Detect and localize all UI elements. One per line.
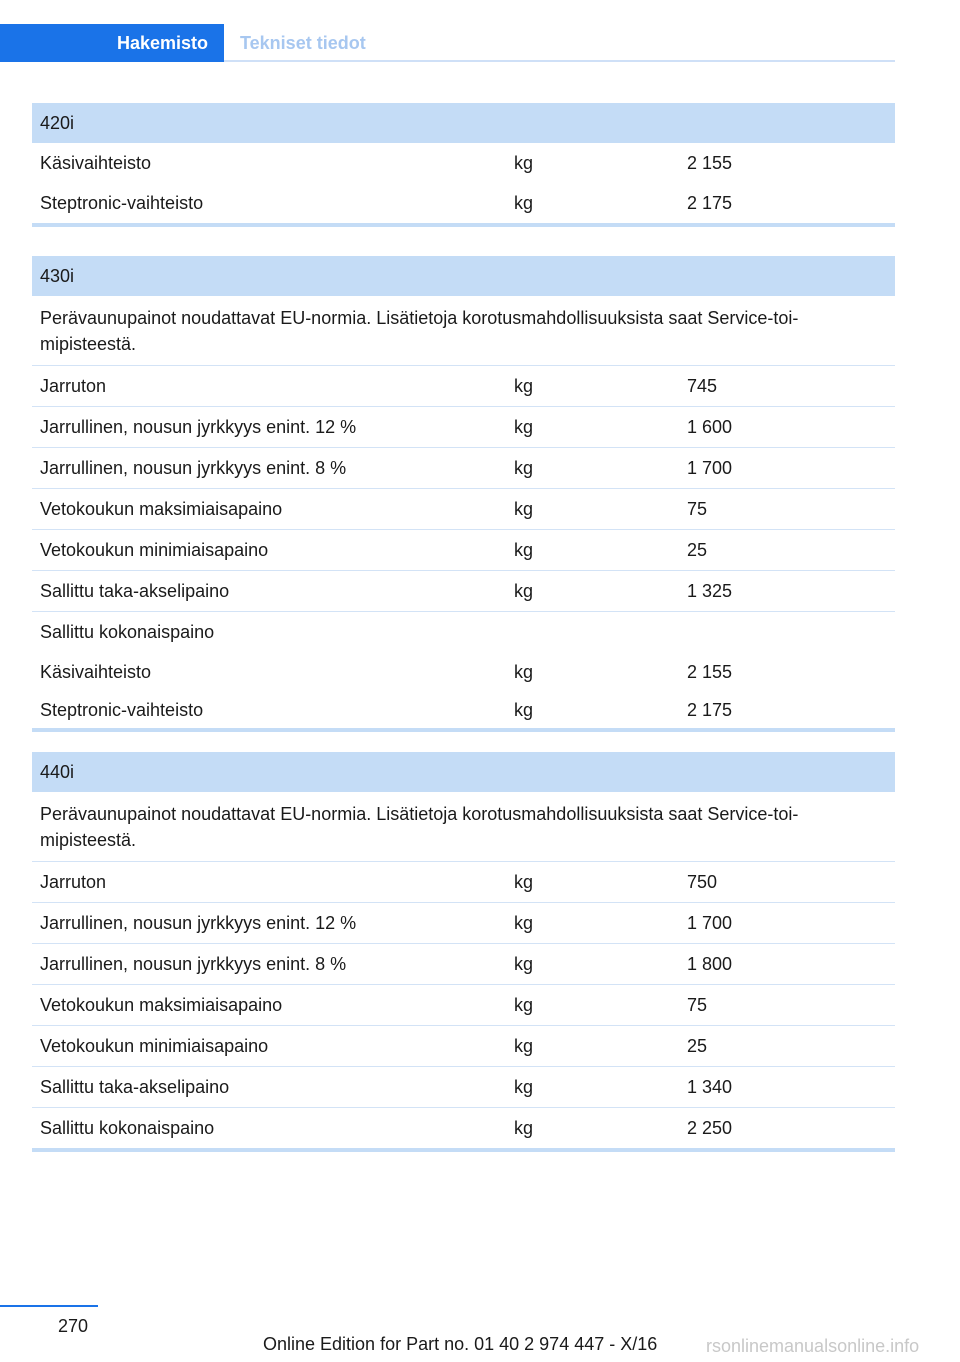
table-row (32, 612, 895, 652)
row-label: Steptronic-vaihteisto (40, 700, 204, 720)
row-unit: kg (514, 662, 534, 682)
row-value: 2 155 (687, 153, 733, 173)
row-unit: kg (514, 1036, 534, 1056)
row-unit: kg (514, 193, 534, 213)
row-unit: kg (514, 458, 534, 478)
row-unit: kg (514, 700, 534, 720)
row-label: Käsivaihteisto (40, 662, 152, 682)
row-value: 1 340 (687, 1077, 733, 1097)
row-value: 1 600 (687, 417, 733, 437)
table-430i (32, 256, 895, 732)
table-title: 440i (32, 752, 895, 792)
row-unit: kg (514, 872, 534, 892)
row-value: 25 (687, 540, 708, 560)
table-title: 420i (32, 103, 895, 143)
row-label: Sallittu taka-akselipaino (40, 581, 230, 601)
table-end-rule (32, 1148, 895, 1152)
row-value: 75 (687, 499, 708, 519)
table-row (32, 143, 895, 183)
row-value: 2 250 (687, 1118, 733, 1138)
table-row (32, 652, 895, 690)
row-label: Käsivaihteisto (40, 153, 152, 173)
row-unit: kg (514, 417, 534, 437)
table-row (32, 366, 895, 407)
note-line: Perävaunupainot noudattavat EU-normia. Lisätietoja korotusmahdollisuuksista saat Service-toi- (40, 308, 799, 328)
row-value: 1 700 (687, 913, 733, 933)
table-row (32, 1108, 895, 1148)
table-row (32, 985, 895, 1026)
row-label: Vetokoukun maksimiaisapaino (40, 995, 283, 1015)
row-unit: kg (514, 581, 534, 601)
row-unit: kg (514, 540, 534, 560)
table-row (32, 448, 895, 489)
edition-text: Online Edition for Part no. 01 40 2 974 447 - X/16 (263, 1334, 658, 1354)
note-line: mipisteestä. (40, 334, 137, 354)
table-note (32, 296, 895, 366)
table-title: 430i (32, 256, 895, 296)
row-value: 25 (687, 1036, 708, 1056)
row-value: 2 155 (687, 662, 733, 682)
row-unit: kg (514, 499, 534, 519)
table-420i (32, 103, 895, 227)
table-row (32, 407, 895, 448)
watermark: rsonlinemanualsonline.info (706, 1336, 920, 1356)
table-row (32, 944, 895, 985)
page-header (0, 24, 895, 62)
table-note (32, 792, 895, 862)
tab-tekniset-tiedot[interactable]: Tekniset tiedot (240, 33, 366, 53)
row-label: Jarrullinen, nousun jyrkkyys enint. 12 % (40, 417, 357, 437)
row-value: 1 325 (687, 581, 733, 601)
table-row (32, 489, 895, 530)
row-value: 750 (687, 872, 718, 892)
table-row (32, 862, 895, 903)
row-label: Steptronic-vaihteisto (40, 193, 204, 213)
table-row (32, 183, 895, 223)
row-unit: kg (514, 913, 534, 933)
note-line: mipisteestä. (40, 830, 137, 850)
row-unit: kg (514, 954, 534, 974)
row-label: Jarrullinen, nousun jyrkkyys enint. 8 % (40, 458, 347, 478)
row-label: Jarrullinen, nousun jyrkkyys enint. 12 % (40, 913, 357, 933)
table-440i (32, 752, 895, 1152)
row-unit: kg (514, 1077, 534, 1097)
row-value: 75 (687, 995, 708, 1015)
table-row (32, 571, 895, 612)
row-label: Vetokoukun minimiaisapaino (40, 1036, 269, 1056)
row-label: Vetokoukun minimiaisapaino (40, 540, 269, 560)
row-unit: kg (514, 153, 534, 173)
row-label: Jarruton (40, 376, 107, 396)
table-row (32, 530, 895, 571)
row-value: 1 700 (687, 458, 733, 478)
row-label: Vetokoukun maksimiaisapaino (40, 499, 283, 519)
note-line: Perävaunupainot noudattavat EU-normia. Lisätietoja korotusmahdollisuuksista saat Service-toi- (40, 804, 799, 824)
table-row (32, 690, 895, 728)
row-label: Sallittu kokonaispaino (40, 1118, 215, 1138)
row-unit: kg (514, 995, 534, 1015)
row-value: 2 175 (687, 700, 733, 720)
row-value: 2 175 (687, 193, 733, 213)
row-unit: kg (514, 1118, 534, 1138)
page-number: 270 (58, 1316, 89, 1336)
row-label: Sallittu kokonaispaino (40, 622, 215, 642)
row-label: Jarrullinen, nousun jyrkkyys enint. 8 % (40, 954, 347, 974)
table-row (32, 1026, 895, 1067)
table-end-rule (32, 223, 895, 227)
tab-hakemisto[interactable]: Hakemisto (0, 24, 224, 62)
row-label: Jarruton (40, 872, 107, 892)
table-row (32, 903, 895, 944)
row-unit: kg (514, 376, 534, 396)
row-label: Sallittu taka-akselipaino (40, 1077, 230, 1097)
footer-rule (0, 1305, 98, 1307)
table-row (32, 1067, 895, 1108)
row-value: 1 800 (687, 954, 733, 974)
row-value: 745 (687, 376, 718, 396)
